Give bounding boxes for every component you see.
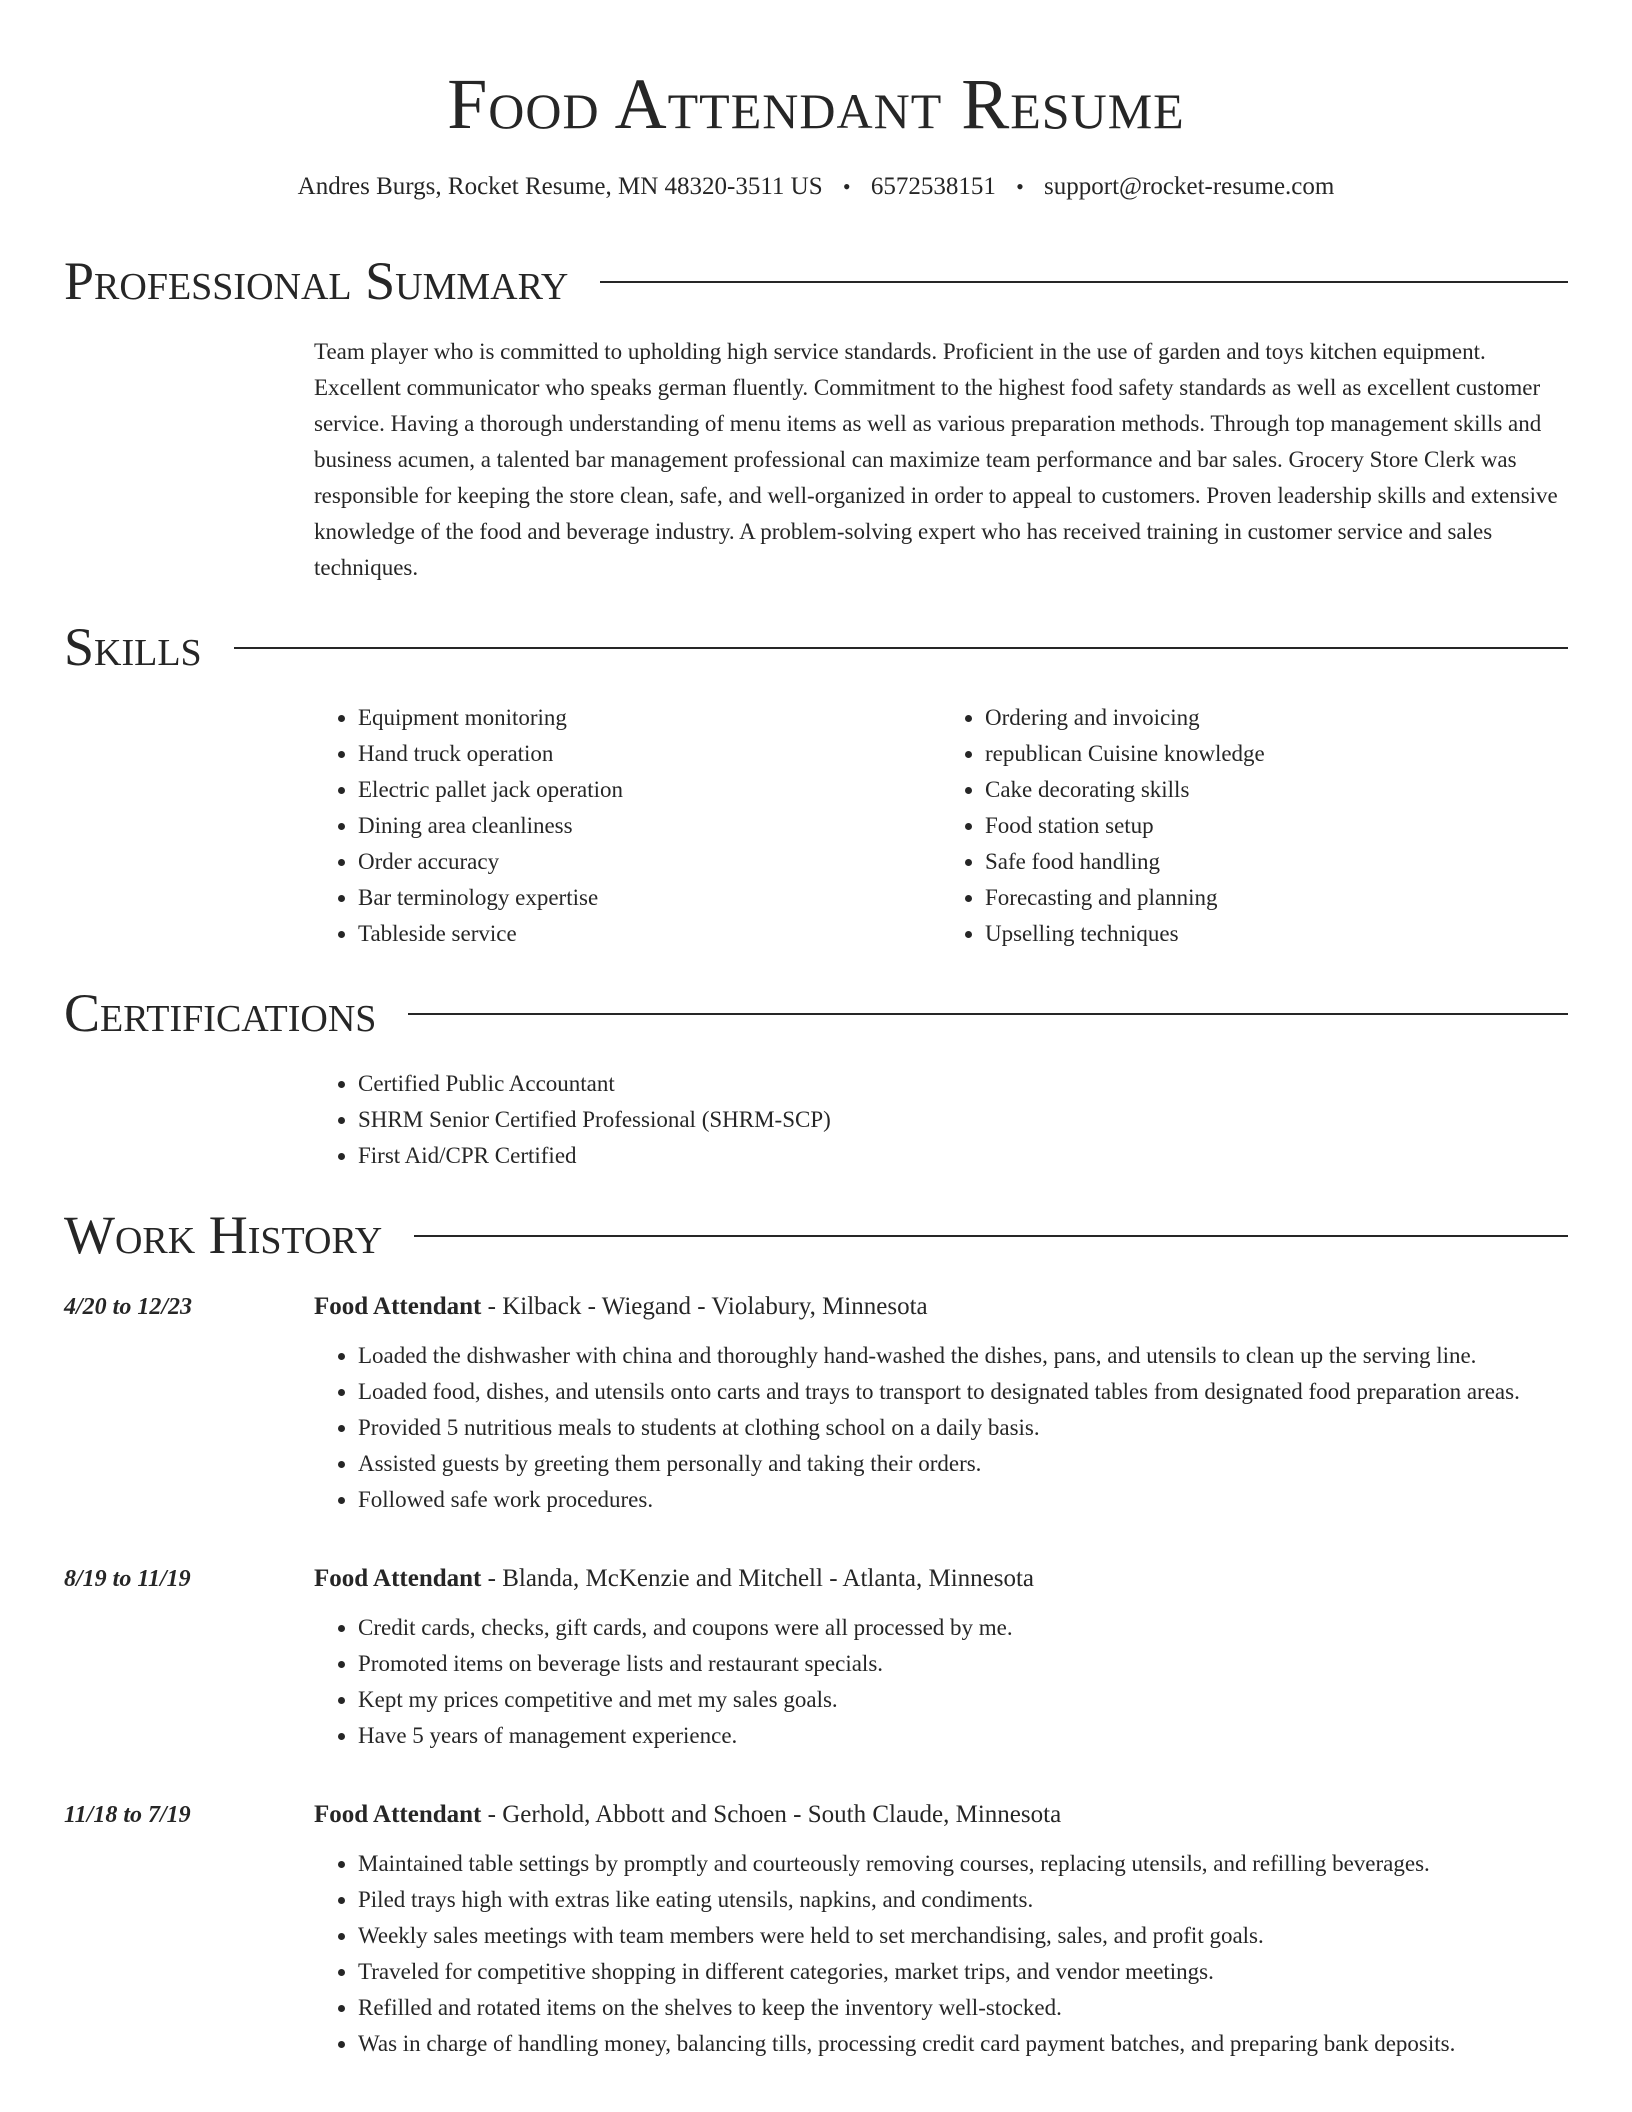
contact-separator: • [1016,174,1024,199]
skill-item: • Upselling techniques [985,916,1568,952]
skills-column-left [314,700,941,952]
certification-item: • SHRM Senior Certified Professional (SHRM-SCP) [358,1102,1568,1138]
section-divider [414,1235,1568,1237]
job-bullet: • Maintained table settings by promptly and courteously removing courses, replacing utensils, and refilling beverages. [358,1846,1568,1882]
skill-item: • Food station setup [985,808,1568,844]
skill-item: • republican Cuisine knowledge [985,736,1568,772]
job-bullet: • Followed safe work procedures. [358,1482,1568,1518]
skills-section-header [64,614,1568,680]
job-dates: 4/20 to 12/23 [64,1294,193,1320]
skill-item: • Order accuracy [358,844,941,880]
skill-item: • Tableside service [358,916,941,952]
certification-item: • Certified Public Accountant [358,1066,1568,1102]
summary-section-header [64,248,1568,314]
summary-text: Team player who is committed to upholding high service standards. Proficient in the use of garden and toys kitchen equipment. Excellent communicator who speaks german fluently. Commitment to the highest food safety standards as well as excellent customer service. Having a thorough understanding of menu items as well as various preparation methods. Through top management skills and business acumen, a talented bar management professional can maximize team performance and bar sales. Grocery Store Clerk was responsible for keeping the store clean, safe, and well-organized in order to appeal to customers. Proven leadership skills and extensive knowledge of the food and beverage industry. A problem-solving expert who has received training in customer service and sales techniques. [314,339,1558,580]
job-bullet: • Refilled and rotated items on the shelves to keep the inventory well-stocked. [358,1990,1568,2026]
job-dates: 11/18 to 7/19 [64,1802,191,1828]
job-employer-location: - Gerhold, Abbott and Schoen - South Claude, Minnesota [487,1801,1062,1828]
job-bullet: • Assisted guests by greeting them personally and taking their orders. [358,1446,1568,1482]
job-bullets [314,1846,1568,2062]
section-divider [234,647,1568,649]
job-bullet: • Promoted items on beverage lists and restaurant specials. [358,1646,1568,1682]
skill-item: • Cake decorating skills [985,772,1568,808]
job-entry [64,1290,1568,1518]
contact-phone: 6572538151 [870,173,996,200]
skills-column-right [941,700,1568,952]
skill-item: • Dining area cleanliness [358,808,941,844]
job-title: Food Attendant [314,1801,482,1828]
job-body [314,1562,1568,1754]
job-bullets [314,1610,1568,1754]
job-title: Food Attendant [314,1293,482,1320]
summary-heading: Professional Summary [64,251,569,311]
skill-item: • Ordering and invoicing [985,700,1568,736]
certifications-section-header [64,980,1568,1046]
job-bullet: • Piled trays high with extras like eating utensils, napkins, and condiments. [358,1882,1568,1918]
job-bullet: • Was in charge of handling money, balancing tills, processing credit card payment batches, and preparing bank deposits. [358,2026,1568,2062]
skill-item: • Bar terminology expertise [358,880,941,916]
job-bullets [314,1338,1568,1518]
job-entry [64,1798,1568,2062]
job-bullet: • Provided 5 nutritious meals to students at clothing school on a daily basis. [358,1410,1568,1446]
skill-item: • Equipment monitoring [358,700,941,736]
job-dates: 8/19 to 11/19 [64,1566,191,1592]
contact-email: support@rocket-resume.com [1044,173,1335,200]
skill-item: • Safe food handling [985,844,1568,880]
certification-item: • First Aid/CPR Certified [358,1138,1568,1174]
work-heading: Work History [64,1205,383,1265]
section-divider [408,1013,1568,1015]
job-bullet: • Loaded the dishwasher with china and thoroughly hand-washed the dishes, pans, and utensils to clean up the serving line. [358,1338,1568,1374]
job-employer-location: - Kilback - Wiegand - Violabury, Minnesota [487,1293,928,1320]
job-heading [314,1290,1568,1324]
contact-line [64,170,1568,204]
job-bullet: • Loaded food, dishes, and utensils onto carts and trays to transport to designated tables from designated food preparation areas. [358,1374,1568,1410]
certifications-list [314,1066,1568,1174]
skills-heading: Skills [64,617,202,677]
job-body [314,1290,1568,1518]
section-divider [600,281,1568,283]
skill-item: • Forecasting and planning [985,880,1568,916]
job-heading [314,1798,1568,1832]
certifications-heading: Certifications [64,983,377,1043]
skill-item: • Hand truck operation [358,736,941,772]
job-employer-location: - Blanda, McKenzie and Mitchell - Atlanta, Minnesota [487,1565,1035,1592]
job-entry [64,1562,1568,1754]
skill-item: • Electric pallet jack operation [358,772,941,808]
job-bullet: • Kept my prices competitive and met my sales goals. [358,1682,1568,1718]
skills-list [314,700,1568,952]
job-bullet: • Traveled for competitive shopping in different categories, market trips, and vendor meetings. [358,1954,1568,1990]
job-body [314,1798,1568,2062]
job-bullet: • Have 5 years of management experience. [358,1718,1568,1754]
job-bullet: • Credit cards, checks, gift cards, and coupons were all processed by me. [358,1610,1568,1646]
contact-separator: • [842,174,851,199]
job-title: Food Attendant [314,1565,482,1592]
page-title: Food Attendant Resume [447,64,1185,144]
contact-address: Andres Burgs, Rocket Resume, MN 48320-3511 US [297,173,823,200]
work-section-header [64,1202,1568,1268]
job-bullet: • Weekly sales meetings with team members were held to set merchandising, sales, and profit goals. [358,1918,1568,1954]
job-heading [314,1562,1568,1596]
